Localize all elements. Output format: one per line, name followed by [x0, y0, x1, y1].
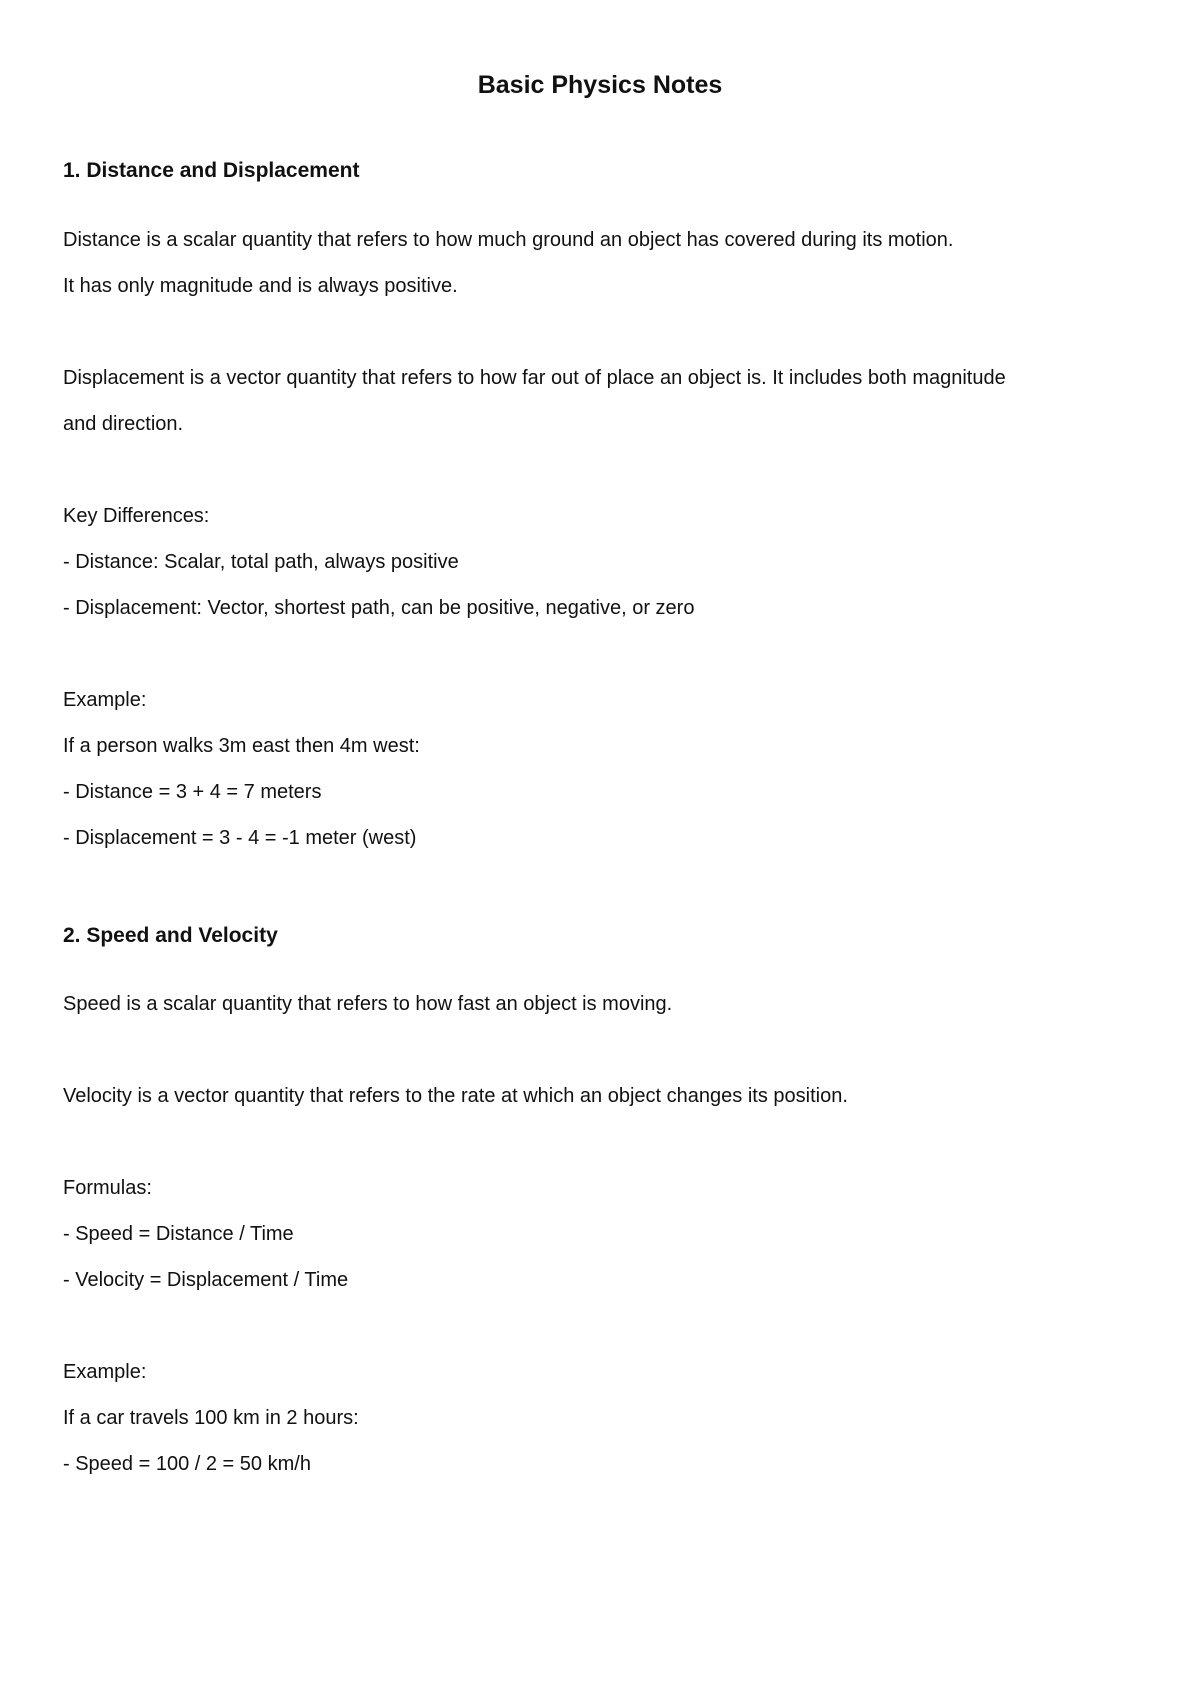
- paragraph-line: Speed is a scalar quantity that refers to how fast an object is moving.: [63, 993, 673, 1015]
- section-heading-speed-velocity: 2. Speed and Velocity: [63, 924, 278, 947]
- list-item: - Displacement = 3 - 4 = -1 meter (west): [63, 827, 417, 849]
- list-item: - Velocity = Displacement / Time: [63, 1269, 349, 1291]
- list-item: - Displacement: Vector, shortest path, can be positive, negative, or zero: [63, 597, 695, 619]
- paragraph-line: If a person walks 3m east then 4m west:: [63, 735, 420, 757]
- section-heading-distance-displacement: 1. Distance and Displacement: [63, 159, 360, 182]
- paragraph-line: Formulas:: [63, 1177, 152, 1199]
- paragraph-line: Displacement is a vector quantity that refers to how far out of place an object is. It includes both magnitude: [63, 367, 1006, 389]
- paragraph-line: Distance is a scalar quantity that refers to how much ground an object has covered during its motion.: [63, 229, 954, 251]
- document-title: Basic Physics Notes: [477, 71, 723, 99]
- paragraph-line: Velocity is a vector quantity that refers to the rate at which an object changes its position.: [63, 1085, 848, 1107]
- paragraph-line: and direction.: [63, 413, 184, 435]
- paragraph-line: If a car travels 100 km in 2 hours:: [63, 1407, 359, 1429]
- list-item: - Speed = 100 / 2 = 50 km/h: [63, 1453, 311, 1475]
- paragraph-line: It has only magnitude and is always positive.: [63, 275, 458, 297]
- paragraph-line: Example:: [63, 1361, 147, 1383]
- list-item: - Distance: Scalar, total path, always positive: [63, 551, 459, 573]
- paragraph-line: Example:: [63, 689, 147, 711]
- list-item: - Speed = Distance / Time: [63, 1223, 294, 1245]
- paragraph-line: Key Differences:: [63, 505, 210, 527]
- list-item: - Distance = 3 + 4 = 7 meters: [63, 781, 322, 803]
